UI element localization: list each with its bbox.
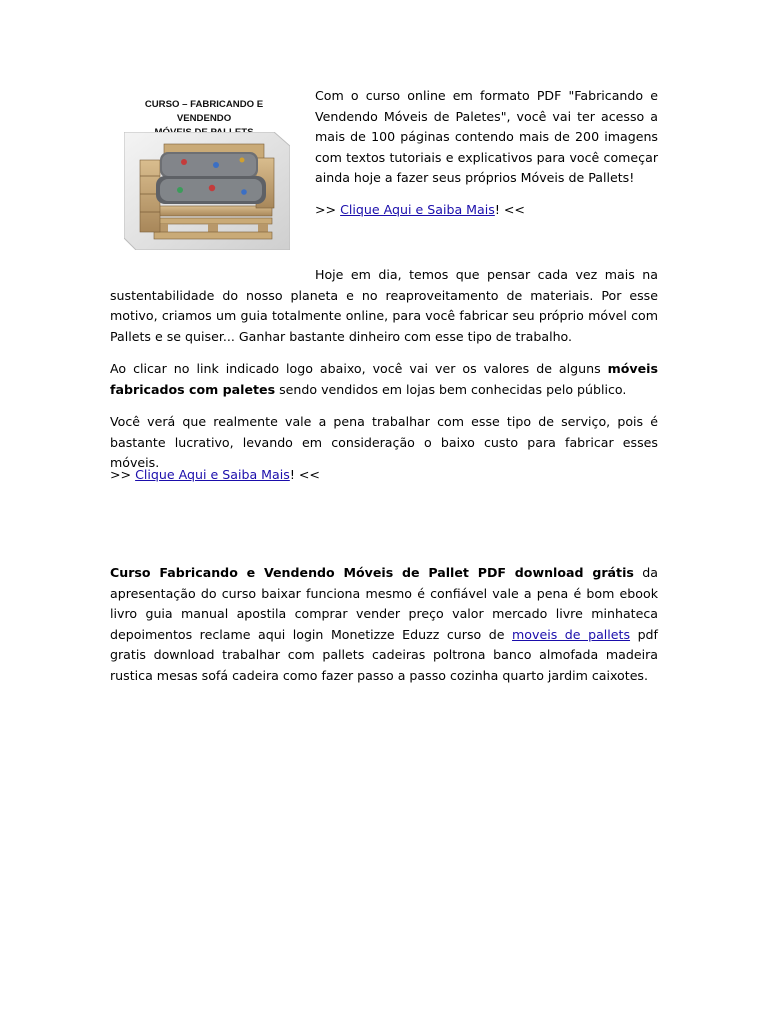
cta-bottom-suffix: ! << xyxy=(289,467,320,482)
prices-text-bold: móveis fabricados com paletes xyxy=(110,361,658,397)
cta-top-prefix: >> xyxy=(315,202,341,217)
cta-bottom-prefix: >> xyxy=(110,467,136,482)
seo-paragraph xyxy=(110,563,658,686)
prices-paragraph xyxy=(110,359,658,400)
pallet-armchair-photo xyxy=(124,132,290,250)
cta-top-link[interactable]: Clique Aqui e Saiba Mais xyxy=(340,202,495,217)
prices-text-before: Ao clicar no link indicado logo abaixo, você vai ver os valores de alguns xyxy=(110,361,608,376)
cta-bottom-link[interactable]: Clique Aqui e Saiba Mais xyxy=(135,467,290,482)
caption-line-1: CURSO – FABRICANDO E VENDENDO xyxy=(144,99,264,124)
seo-text-before-link: da apresentação do curso baixar funciona mesmo é confiável vale a pena é bom ebook livro guia manual apostila comprar vender preço valor mercado livre minhateca depoimentos reclame aqui login Monetizze Eduzz curso de xyxy=(110,565,659,642)
sustainability-paragraph: Hoje em dia, temos que pensar cada vez mais na sustentabilidade do nosso planeta e no reaproveitamento de materiais. Por esse motivo, criamos um guia totalmente online, para você fabricar seu próprio móvel com Pallets e se quiser... Ganhar bastante dinheiro com esse tipo de trabalho. xyxy=(110,267,658,344)
prices-text-after: sendo vendidos em lojas bem conhecidas pelo público. xyxy=(275,381,627,397)
lucrative-paragraph: Você verá que realmente vale a pena trabalhar com esse tipo de serviço, pois é bastante lucrativo, levando em consideração o baixo custo para fabricar esses móveis. xyxy=(110,414,658,470)
seo-text-after-link: pdf gratis download trabalhar com pallets cadeiras poltrona banco almofada madeira rustica mesas sofá cadeira como fazer passo a passo cozinha quarto jardim caixotes. xyxy=(110,626,658,683)
seo-moveis-link[interactable]: moveis de pallets xyxy=(512,626,631,642)
cta-top-suffix: ! << xyxy=(494,202,525,217)
intro-paragraph: Com o curso online em formato PDF "Fabricando e Vendendo Móveis de Paletes", você vai ter acesso a mais de 100 páginas contendo mais de 200 imagens com textos tutoriais e explicativos para você começar ainda hoje a fazer seus próprios Móveis de Pallets! xyxy=(315,88,658,185)
cta-top xyxy=(315,200,658,221)
product-image xyxy=(110,88,296,252)
seo-bold-title: Curso Fabricando e Vendendo Móveis de Pallet PDF download grátis xyxy=(110,565,634,580)
cta-bottom xyxy=(110,465,658,486)
